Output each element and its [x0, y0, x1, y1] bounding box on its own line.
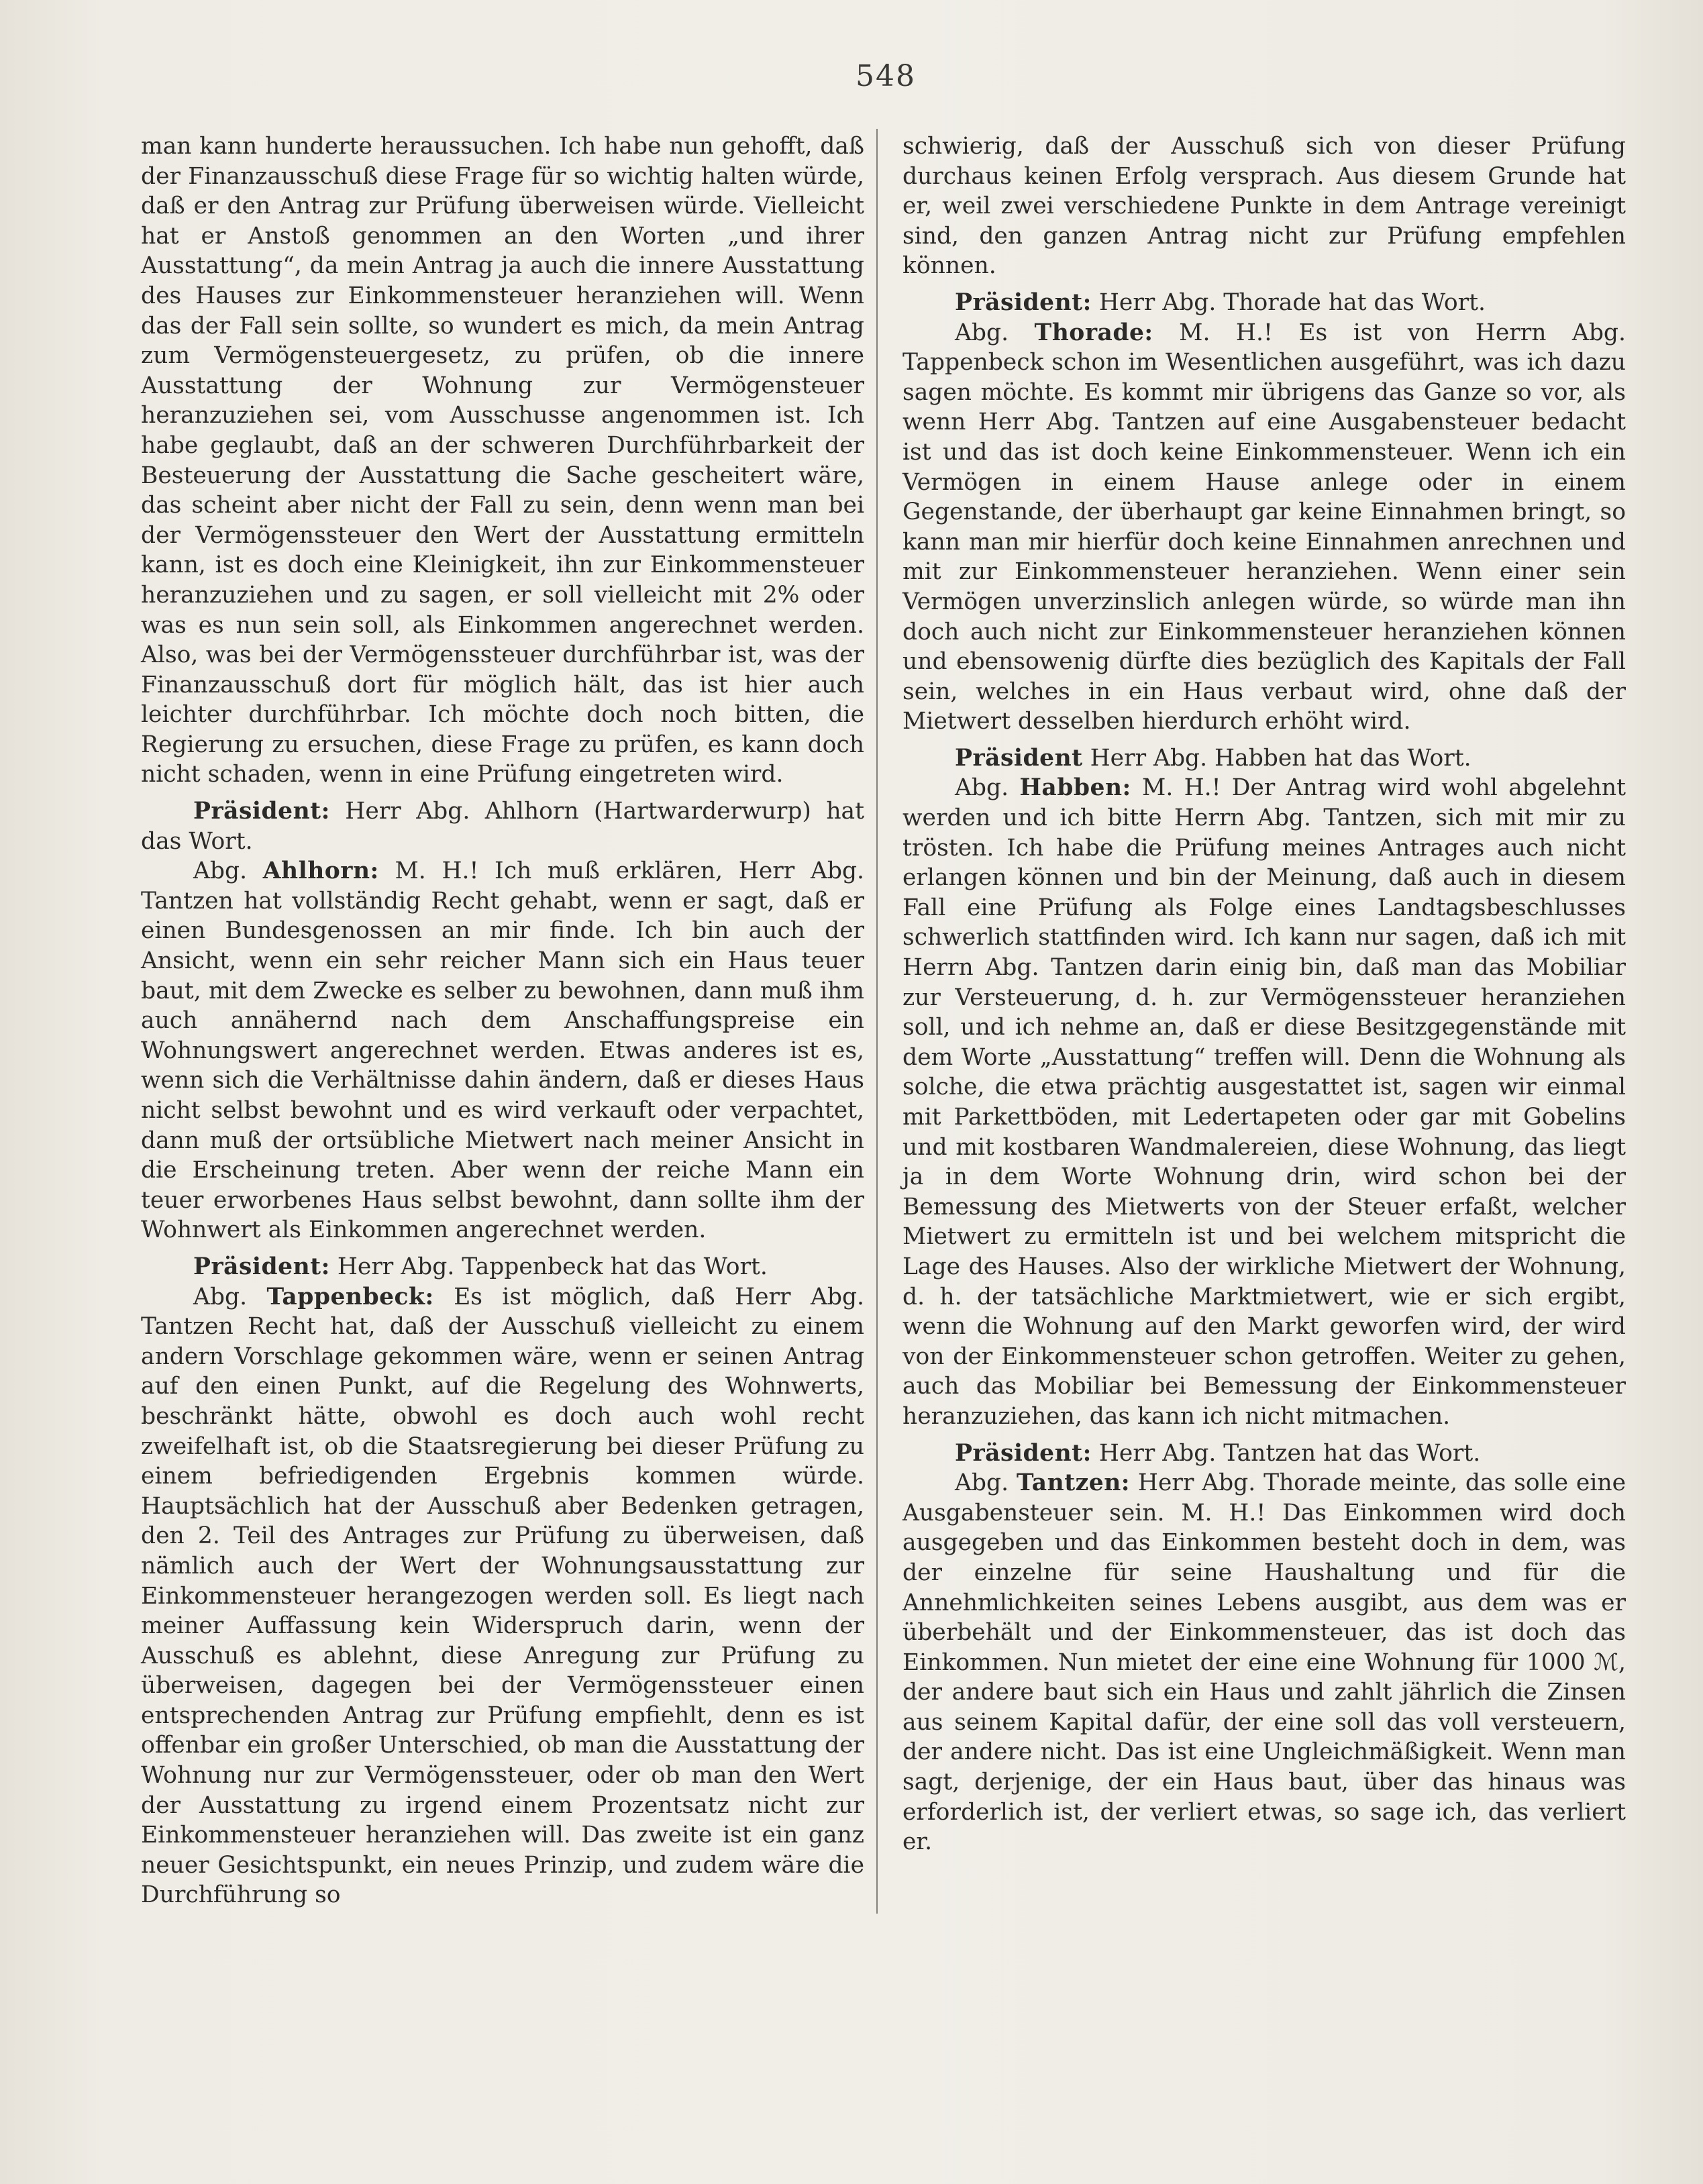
- speech-prefix: Abg.: [193, 1283, 248, 1310]
- speech: [141, 856, 864, 1245]
- statement-text: Herr Abg. Ahlhorn (Hartwarderwurp) hat das Wort.: [141, 798, 864, 855]
- speaker-name: Thorade:: [1034, 319, 1153, 346]
- speech-text: Es ist möglich, daß Herr Abg. Tantzen Recht hat, daß der Ausschuß vielleicht zu einem andern Vorschlage gekommen wäre, wenn er seinen Antrag auf den einen Punkt, auf die Regelung des Wohnwerts, beschränkt hätte, obwohl es doch auch wohl recht zweifelhaft ist, ob die Staatsregierung bei dieser Prüfung zu einem befriedigenden Ergebnis kommen würde. Hauptsächlich hat der Ausschuß aber Bedenken getragen, den 2. Teil des Antrages zur Prüfung zu überweisen, daß nämlich auch der Wert der Wohnungsausstattung zur Einkommensteuer herangezogen werden soll. Es liegt nach meiner Auffassung kein Widerspruch darin, wenn der Ausschuß es ablehnt, diese Anregung zur Prüfung zu überweisen, dagegen bei der Vermögenssteuer einen entsprechenden Antrag zur Prüfung empfiehlt, denn es ist offenbar ein großer Unterschied, ob man die Ausstattung der Wohnung nur zur Vermögenssteuer, oder ob man den Wert der Ausstattung zu irgend einem Prozentsatz nicht zur Einkommensteuer heranziehen will. Das zweite ist ein ganz neuer Gesichtspunkt, ein neues Prinzip, und zudem wäre die Durchführung so: [141, 1283, 864, 1909]
- statement-text: Herr Abg. Thorade hat das Wort.: [1098, 289, 1486, 316]
- speaker-name: Präsident:: [955, 289, 1092, 316]
- speaker-name: Präsident: [955, 744, 1083, 772]
- chair-statement: [902, 1439, 1626, 1469]
- paragraph: man kann hunderte heraussuchen. Ich habe nun gehofft, daß der Finanzausschuß diese Frage für so wichtig halten würde, daß er den Antrag zur Prüfung überweisen würde. Vielleicht hat er Anstoß genommen an den Worten „und ihrer Ausstattung“, da mein Antrag ja auch die innere Ausstattung des Hauses zur Einkommensteuer heranziehen will. Wenn das der Fall sein sollte, so wundert es mich, da mein Antrag zum Vermögensteuergesetz, zu prüfen, ob die innere Ausstattung der Wohnung zur Vermögensteuer heranzuziehen sei, vom Ausschusse angenommen ist. Ich habe geglaubt, daß an der schweren Durchführbarkeit der Besteuerung der Ausstattung die Sache gescheitert wäre, das scheint aber nicht der Fall zu sein, denn wenn man bei der Vermögenssteuer den Wert der Ausstattung ermitteln kann, ist es doch eine Kleinigkeit, ihn zur Einkommensteuer heranzuziehen und zu sagen, er soll vielleicht mit 2% oder was es nun sein soll, als Einkommen angerechnet werden. Also, was bei der Vermögenssteuer durchführbar ist, was der Finanzausschuß dort für möglich hält, das ist hier auch leichter durchführbar. Ich möchte doch noch bitten, die Regierung zu ersuchen, diese Frage zu prüfen, es kann doch nicht schaden, wenn in eine Prüfung eingetreten wird.: [141, 133, 864, 788]
- speech-text: Herr Abg. Thorade meinte, das solle eine Ausgabensteuer sein. M. H.! Das Einkommen wird doch ausgegeben und das Einkommen besteht doch in dem, was der einzelne für seine Haushaltung und für die Annehmlichkeiten seines Lebens ausgibt, aus dem was er überbehält und der Einkommensteuer, das ist doch das Einkommen. Nun mietet der eine eine Wohnung für 1000 ℳ, der andere baut sich ein Haus und zahlt jährlich die Zinsen aus seinem Kapital dafür, der eine soll das voll versteuern, der andere nicht. Das ist eine Ungleichmäßigkeit. Wenn man sagt, derjenige, der ein Haus baut, über das hinaus was erforderlich ist, der verliert etwas, so sage ich, das verliert er.: [902, 1469, 1627, 1856]
- chair-statement: [141, 796, 864, 856]
- speaker-name: Tantzen:: [1016, 1469, 1131, 1497]
- speaker-name: Präsident:: [193, 798, 330, 825]
- speech-text: M. H.! Ich muß erklären, Herr Abg. Tantzen hat vollständig Recht gehabt, wenn er sagt, daß er einen Bundesgenossen an mir finde. Ich bin auch der Ansicht, wenn ein sehr reicher Mann sich ein Haus teuer baut, mit dem Zwecke es selber zu bewohnen, dann muß ihm auch annähernd nach dem Anschaffungspreise ein Wohnungswert angerechnet werden. Etwas anderes ist es, wenn sich die Verhältnisse dahin ändern, daß er dieses Haus nicht selbst bewohnt und es wird verkauft oder verpachtet, dann muß der ortsübliche Mietwert nach meiner Ansicht in die Erscheinung treten. Aber wenn der reiche Mann ein teuer erworbenes Haus selbst bewohnt, dann sollte ihm der Wohnwert als Einkommen angerechnet werden.: [141, 857, 864, 1244]
- page-number: 548: [856, 59, 916, 93]
- speaker-name: Präsident:: [955, 1439, 1092, 1467]
- speaker-name: Tappenbeck:: [266, 1283, 434, 1310]
- speech-text: M. H.! Der Antrag wird wohl abgelehnt werden und ich bitte Herrn Abg. Tantzen, sich mit mir zu trösten. Ich habe die Prüfung meines Antrages auch nicht erlangen können und bin der Meinung, daß auch in diesem Fall eine Prüfung als Folge eines Landtagsbeschlusses schwerlich stattfinden wird. Ich kann nur sagen, daß ich mit Herrn Abg. Tantzen darin einig bin, daß man das Mobiliar zur Versteuerung, d. h. zur Vermögenssteuer heranziehen soll, und ich nehme an, daß er diese Besitzgegenstände mit dem Worte „Ausstattung“ treffen will. Denn die Wohnung als solche, die etwa prächtig ausgestattet ist, sagen wir einmal mit Parkettböden, mit Ledertapeten oder gar mit Gobelins und mit kostbaren Wandmalereien, diese Wohnung, das liegt ja in dem Worte Wohnung drin, wird schon bei der Bemessung des Mietwerts von der Steuer erfaßt, welcher Mietwert zu ermitteln ist und bei welchem mitspricht die Lage des Hauses. Also der wirkliche Mietwert der Wohnung, d. h. der tatsächliche Marktmietwert, wie er sich ergibt, wenn die Wohnung auf den Markt geworfen wird, der wird von der Einkommensteuer schon getroffen. Weiter zu gehen, auch das Mobiliar bei Bemessung der Einkommensteuer heranzuziehen, das kann ich nicht mitmachen.: [902, 774, 1627, 1430]
- chair-statement: [902, 743, 1626, 774]
- column-divider: [876, 129, 878, 1914]
- statement-text: Herr Abg. Tappenbeck hat das Wort.: [337, 1253, 768, 1280]
- speech-prefix: Abg.: [955, 319, 1009, 346]
- speaker-name: Ahlhorn:: [262, 857, 379, 885]
- speech: [902, 318, 1626, 737]
- speech: [902, 773, 1626, 1431]
- statement-text: Herr Abg. Tantzen hat das Wort.: [1098, 1439, 1481, 1467]
- chair-statement: [141, 1252, 864, 1282]
- speech-text: M. H.! Es ist von Herrn Abg. Tappenbeck schon im Wesentlichen ausgeführt, was ich dazu sagen möchte. Es kommt mir übrigens das Ganze so vor, als wenn Herr Abg. Tantzen auf eine Ausgabensteuer bedacht ist und das ist doch keine Einkommensteuer. Wenn ich ein Vermögen in einem Hause anlege oder in einem Gegenstande, der überhaupt gar keine Einnahmen bringt, so kann man mir hierfür doch keine Einnahmen anrechnen und mit zur Einkommensteuer heranziehen. Wenn einer sein Vermögen unverzinslich anlegen würde, so würde man ihn doch auch nicht zur Einkommensteuer heranziehen können und ebensowenig dürfte dies bezüglich des Kapitals der Fall sein, welches in ein Haus verbaut wird, ohne daß der Mietwert desselben hierdurch erhöht wird.: [902, 319, 1626, 735]
- right-column: [902, 132, 1626, 1857]
- speech-prefix: Abg.: [955, 774, 1009, 802]
- speech-prefix: Abg.: [955, 1469, 1009, 1497]
- chair-statement: [902, 288, 1626, 318]
- left-column: [141, 132, 864, 1910]
- speech-prefix: Abg.: [193, 857, 248, 885]
- paragraph: schwierig, daß der Ausschuß sich von dieser Prüfung durchaus keinen Erfolg versprach. Aus diesem Grunde hat er, weil zwei verschiedene Punkte in dem Antrage vereinigt sind, den ganzen Antrag nicht zur Prüfung empfehlen können.: [902, 133, 1626, 280]
- speaker-name: Habben:: [1019, 774, 1131, 802]
- speech: [902, 1468, 1626, 1857]
- speech: [141, 1282, 864, 1910]
- speaker-name: Präsident:: [193, 1253, 330, 1280]
- statement-text: Herr Abg. Habben hat das Wort.: [1090, 744, 1472, 772]
